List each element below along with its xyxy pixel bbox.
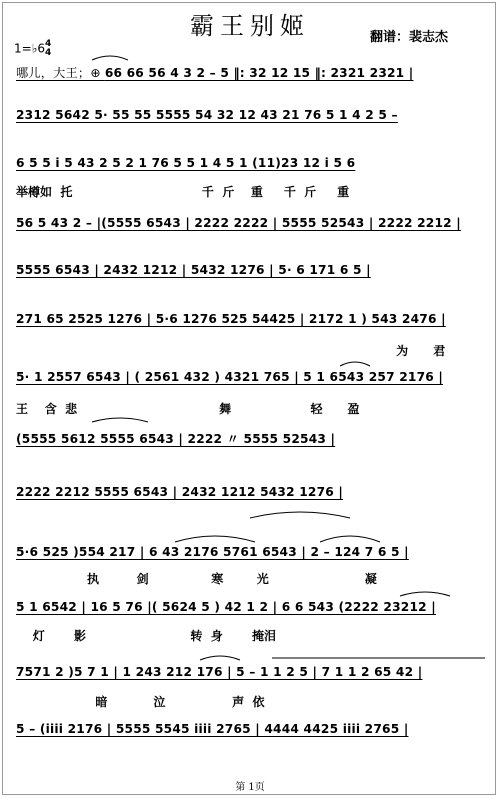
- notation-row-12: [16, 665, 484, 679]
- time-signature: [45, 40, 51, 58]
- lyric-line-5: 灯 影 转 身 掩泪: [16, 629, 276, 643]
- notation-row-4: [16, 216, 484, 230]
- key-tonic: 1=♭6: [14, 41, 45, 56]
- notation-row-3: [16, 156, 484, 170]
- notation-row-2: [16, 108, 484, 122]
- page-number: 第 1页: [235, 782, 265, 793]
- lyric-line-6: 暗 泣 声 依: [16, 695, 265, 709]
- notation-row-5: [16, 263, 484, 277]
- notation-row-9: [16, 485, 484, 499]
- notation-row-11: [16, 600, 484, 614]
- row-notes: 271 65 2525 1276 | 5·6 1276 525 54425 | 2172 1 ) 543 2476 |: [16, 312, 446, 326]
- lyric-line-3: 王 含 悲 舞 轻 盈: [16, 402, 360, 416]
- row-notes: 5555 6543 | 2432 1212 | 5432 1276 | 5· 6 171 6 5 |: [16, 263, 371, 277]
- row-notes: 5· 1 2557 6543 | ( 2561 432 ) 4321 765 | 5 1 6543 257 2176 |: [16, 370, 444, 384]
- time-top: 4: [44, 39, 52, 49]
- key-signature: [14, 40, 51, 58]
- notation-row-6: [16, 312, 484, 326]
- row-notes: 5·6 525 )554 217 | 6 43 2176 5761 6543 | 2 – 124 7 6 5 |: [16, 545, 409, 559]
- time-bottom: 4: [44, 48, 52, 58]
- song-title: 霸王别姬: [190, 12, 310, 40]
- lyric-line-2: 为 君: [16, 344, 446, 358]
- lyric-line-1: 举樽如 托 千 斤 重 千 斤 重: [16, 185, 350, 199]
- row-notes: 56 5 43 2 – |(5555 6543 | 2222 2222 | 5555 52543 | 2222 2212 |: [16, 216, 461, 230]
- lyric-line-4: 执 剑 寒 光 凝: [16, 572, 377, 586]
- notation-row-13: [16, 722, 484, 736]
- notation-row-1: [16, 64, 484, 81]
- row-notes: (5555 5612 5555 6543 | 2222 〃 5555 52543 |: [16, 432, 336, 446]
- row-notes: 2312 5642 5· 55 55 5555 54 32 12 43 21 76 5 1 4 2 5 –: [16, 108, 398, 122]
- arranger-credit: 翻谱：裴志杰: [370, 30, 449, 45]
- notation-row-7: [16, 370, 484, 384]
- row-notes: 66 66 56 4 3 2 – 5 ‖: 32 12 15 ‖: 2321 2321 |: [104, 66, 414, 80]
- row-notes: 5 1 6542 | 16 5 76 |( 5624 5 ) 42 1 2 | 6 6 543 (2222 23212 |: [16, 600, 436, 614]
- row-prefix: 哪儿，大王；⊕: [16, 66, 105, 80]
- row-notes: 2222 2212 5555 6543 | 2432 1212 5432 1276 |: [16, 485, 344, 499]
- notation-row-10: [16, 545, 484, 559]
- notation-row-8: [16, 430, 484, 447]
- row-notes: 6 5 5 i 5 43 2 5 2 1 76 5 5 1 4 5 1 (11)23 12 i 5 6: [16, 156, 356, 170]
- row-notes: 7571 2 )5 7 1 | 1 243 212 176 | 5 – 1 1 2 5 | 7 1 1 2 65 42 |: [16, 665, 423, 679]
- row-notes: 5 – (iiii 2176 | 5555 5545 iiii 2765 | 4444 4425 iiii 2765 |: [16, 722, 409, 736]
